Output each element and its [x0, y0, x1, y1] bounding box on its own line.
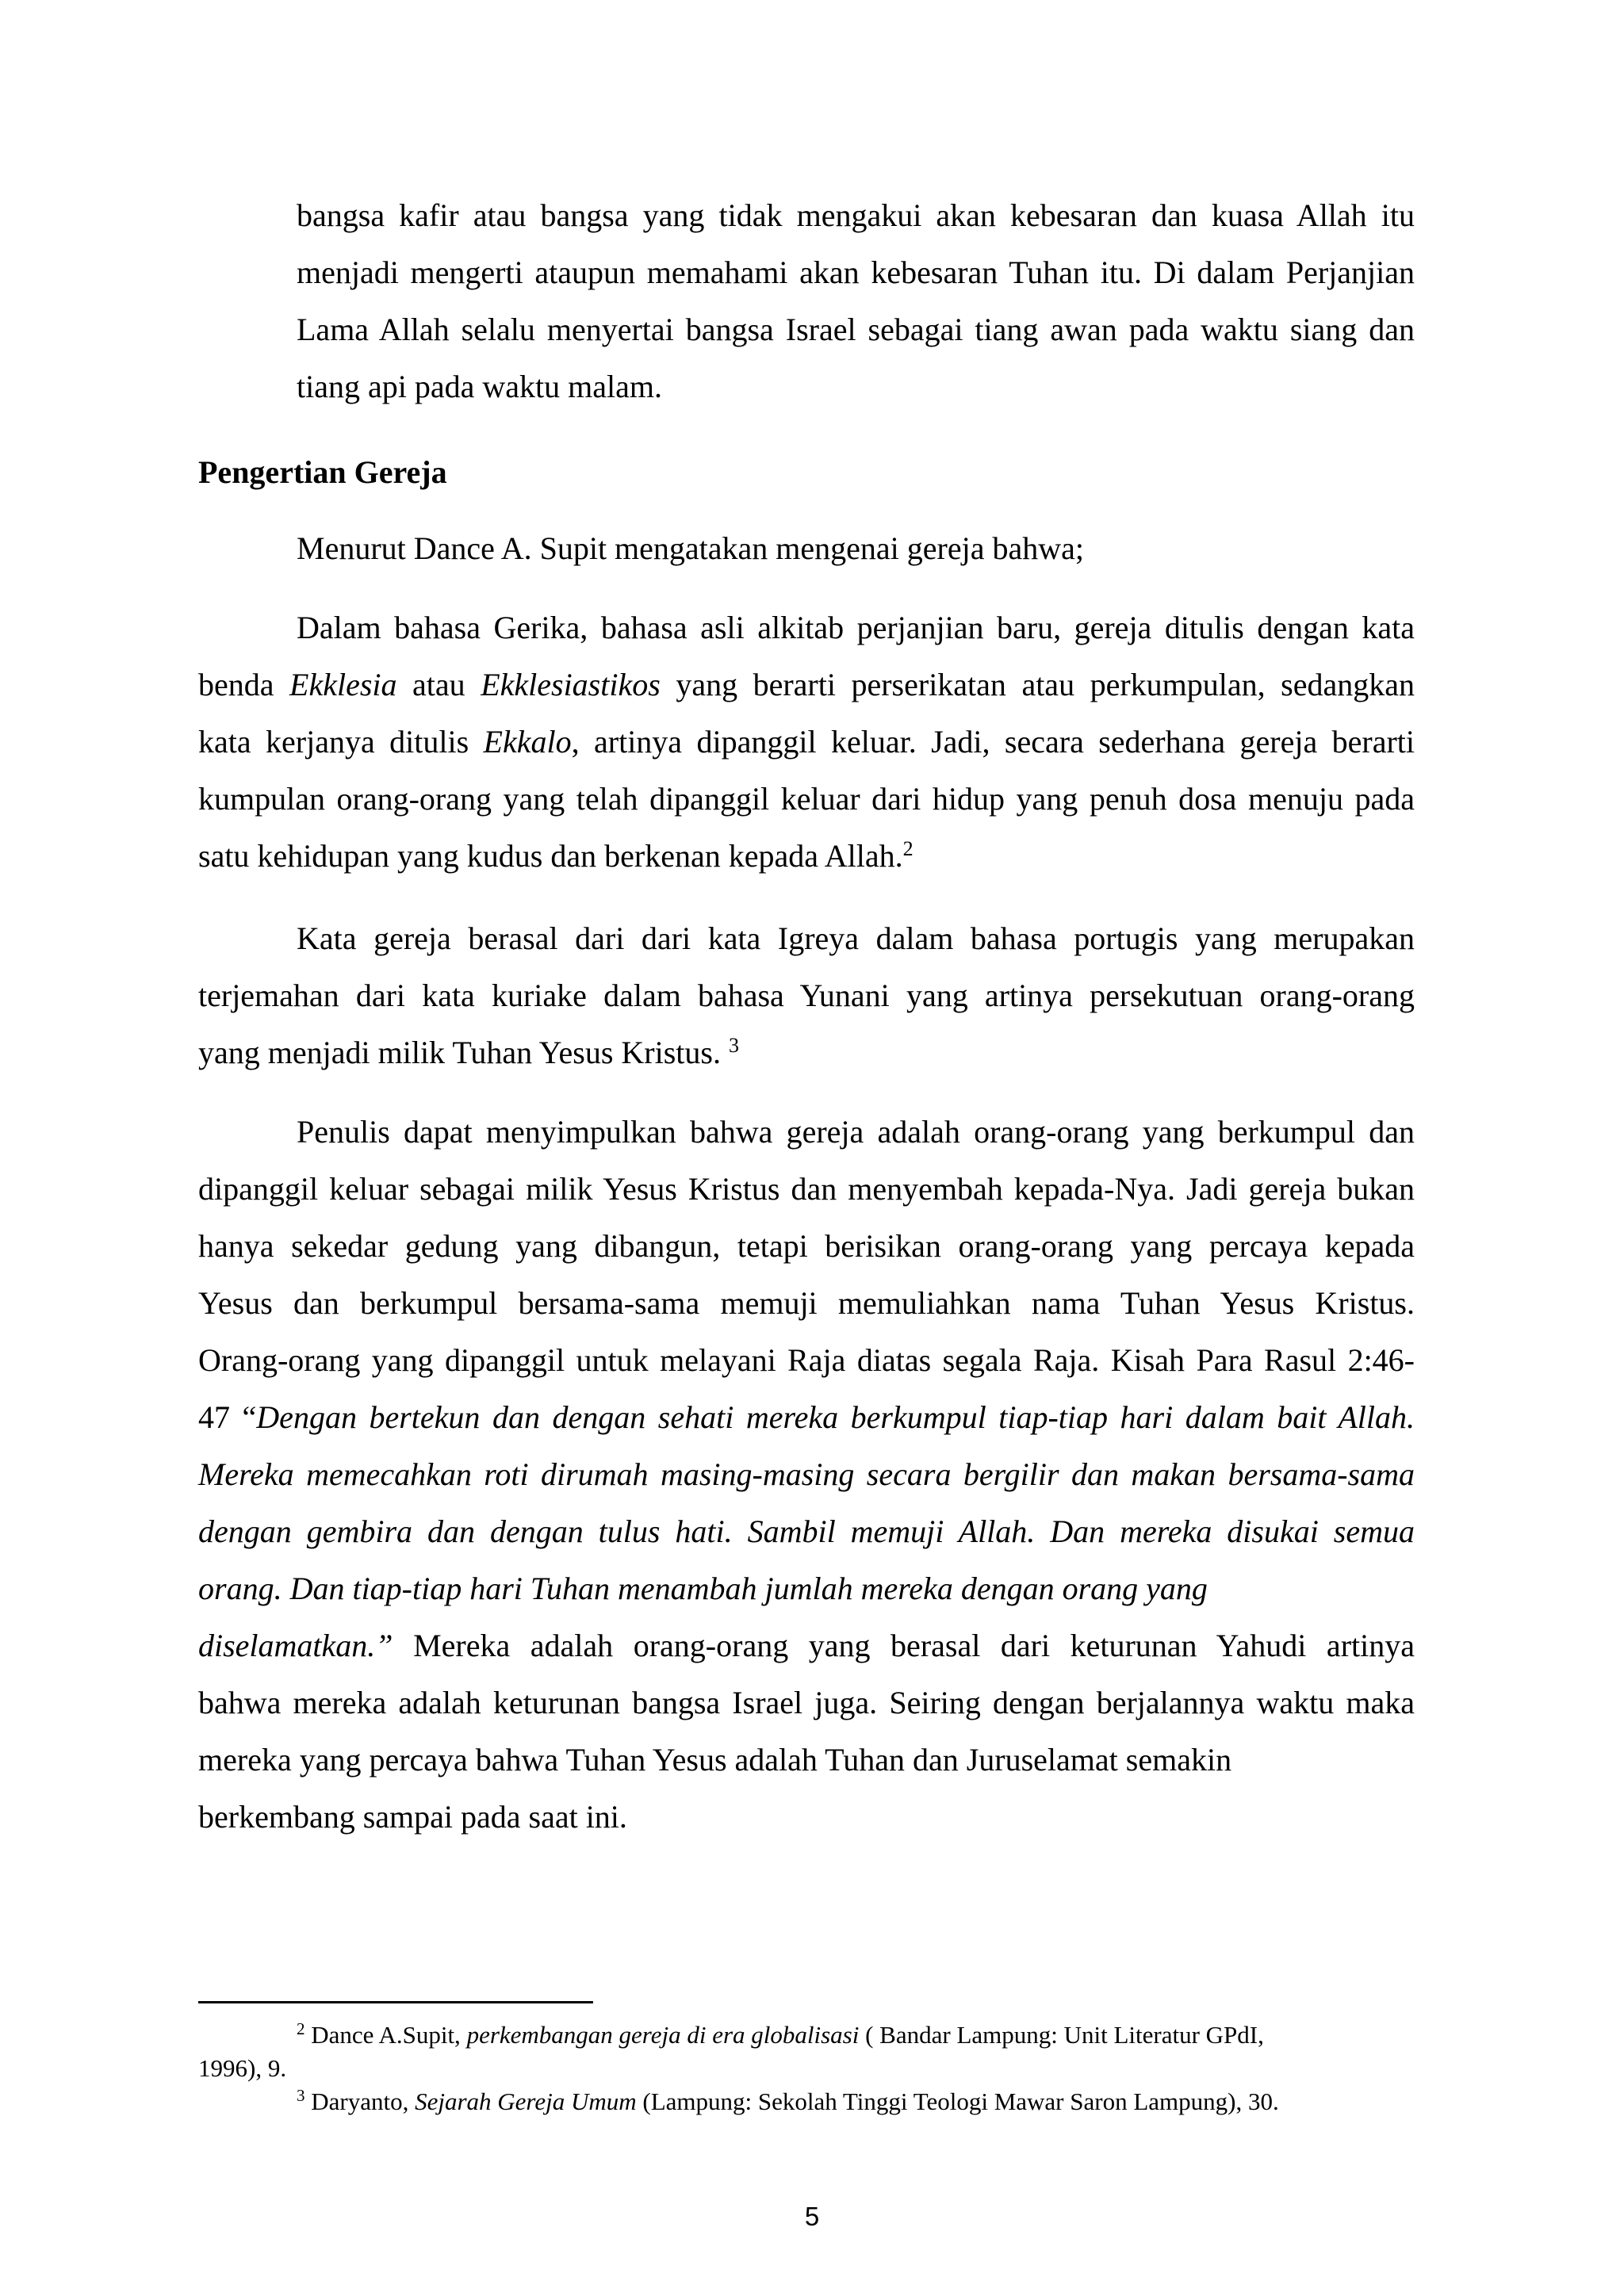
scripture-quote-end: diselamatkan.” [198, 1628, 393, 1663]
footnote-3-publisher: (Lampung: Sekolah Tinggi Teologi Mawar Saron Lampung), 30. [636, 2087, 1279, 2115]
para3-line-6 [198, 1399, 1415, 1437]
quote-line-1: Dalam bahasa Gerika, bahasa asli alkitab perjanjian baru, gereja ditulis dengan kata [297, 610, 1415, 645]
intro-line: Menurut Dance A. Supit mengatakan mengenai gereja bahwa; [297, 530, 1084, 566]
para3-line-10-b: Mereka adalah orang-orang yang berasal dari keturunan Yahudi artinya [393, 1628, 1415, 1663]
quote-line-2-e: yang berarti perserikatan atau perkumpulan, sedangkan [660, 667, 1415, 702]
quote-line-2-a: benda [198, 667, 290, 702]
para2-line-1: Kata gereja berasal dari dari kata Igreya dalam bahasa portugis yang merupakan [297, 920, 1415, 956]
para3-line-3: hanya sekedar gedung yang dibangun, tetapi berisikan orang-orang yang percaya kepada [198, 1228, 1415, 1264]
para1-line-3: Lama Allah selalu menyertai bangsa Israel sebagai tiang awan pada waktu siang dan [297, 312, 1415, 347]
para3-line-13: berkembang sampai pada saat ini. [198, 1799, 627, 1835]
footnote-2-line-1 [297, 2020, 1264, 2050]
footnote-2-publisher: ( Bandar Lampung: Unit Literatur GPdI, [859, 2021, 1264, 2049]
quote-line-2 [198, 666, 1415, 704]
para1-line-1: bangsa kafir atau bangsa yang tidak mengakui akan kebesaran dan kuasa Allah itu [297, 197, 1415, 233]
para3-line-10 [198, 1627, 1415, 1665]
footnote-3-author: Daryanto, [304, 2087, 416, 2115]
footnote-3-number: 3 [297, 2086, 305, 2105]
footnote-3-title: Sejarah Gereja Umum [415, 2087, 637, 2115]
para2-line-2: terjemahan dari kata kuriake dalam bahasa Yunani yang artinya persekutuan orang-orang [198, 978, 1415, 1013]
para3-line-7: Mereka memecahkan roti dirumah masing-masing secara bergilir dan makan bersama-sama [198, 1456, 1415, 1492]
section-heading: Pengertian Gereja [198, 454, 447, 490]
quote-line-2-c: atau [396, 667, 481, 702]
para1-line-4: tiang api pada waktu malam. [297, 369, 662, 404]
para3-line-4: Yesus dan berkumpul bersama-sama memuji memuliahkan nama Tuhan Yesus Kristus. [198, 1285, 1415, 1321]
quote-line-3-c: , artinya dipanggil keluar. Jadi, secara sederhana gereja berarti [571, 724, 1415, 760]
para2-line-3-text: yang menjadi milik Tuhan Yesus Kristus. [198, 1035, 729, 1070]
para3-line-1: Penulis dapat menyimpulkan bahwa gereja adalah orang-orang yang berkumpul dan [297, 1114, 1415, 1150]
footnote-2-number: 2 [297, 2019, 305, 2038]
term-ekkalo: Ekkalo [483, 724, 572, 760]
footnote-2-line-2: 1996), 9. [198, 2054, 287, 2082]
para3-line-9: orang. Dan tiap-tiap hari Tuhan menambah jumlah mereka dengan orang yang [198, 1571, 1208, 1606]
footnote-separator [198, 2001, 593, 2003]
footnote-ref-2[interactable]: 2 [902, 837, 914, 860]
page-number: 5 [804, 2202, 820, 2231]
term-ekklesiastikos: Ekklesiastikos [481, 667, 661, 702]
para3-line-8: dengan gembira dan dengan tulus hati. Sambil memuji Allah. Dan mereka disukai semua [198, 1513, 1415, 1549]
footnote-3 [297, 2087, 1279, 2117]
quote-line-3-a: kata kerjanya ditulis [198, 724, 484, 760]
para2-line-3 [198, 1034, 739, 1072]
para1-line-2: menjadi mengerti ataupun memahami akan kebesaran Tuhan itu. Di dalam Perjanjian [297, 254, 1415, 290]
footnote-ref-3[interactable]: 3 [728, 1034, 739, 1057]
para3-line-6-a: 47 “ [198, 1399, 257, 1435]
term-ekklesia: Ekklesia [289, 667, 397, 702]
quote-line-3 [198, 723, 1415, 761]
quote-line-5 [198, 837, 914, 875]
para3-line-11: bahwa mereka adalah keturunan bangsa Israel juga. Seiring dengan berjalannya waktu maka [198, 1685, 1415, 1720]
footnote-2-author: Dance A.Supit, [304, 2021, 467, 2049]
para3-line-12: mereka yang percaya bahwa Tuhan Yesus adalah Tuhan dan Juruselamat semakin [198, 1742, 1232, 1777]
quote-line-4: kumpulan orang-orang yang telah dipanggil keluar dari hidup yang penuh dosa menuju pada [198, 781, 1415, 817]
footnote-2-title: perkembangan gereja di era globalisasi [466, 2021, 860, 2049]
scripture-quote-start: Dengan bertekun dan dengan sehati mereka berkumpul tiap-tiap hari dalam bait Allah. [256, 1399, 1415, 1435]
para3-line-5: Orang-orang yang dipanggil untuk melayani Raja diatas segala Raja. Kisah Para Rasul 2:46- [198, 1342, 1415, 1378]
para3-line-2: dipanggil keluar sebagai milik Yesus Kristus dan menyembah kepada-Nya. Jadi gereja bukan [198, 1171, 1415, 1207]
quote-line-5-text: satu kehidupan yang kudus dan berkenan kepada Allah. [198, 838, 903, 874]
